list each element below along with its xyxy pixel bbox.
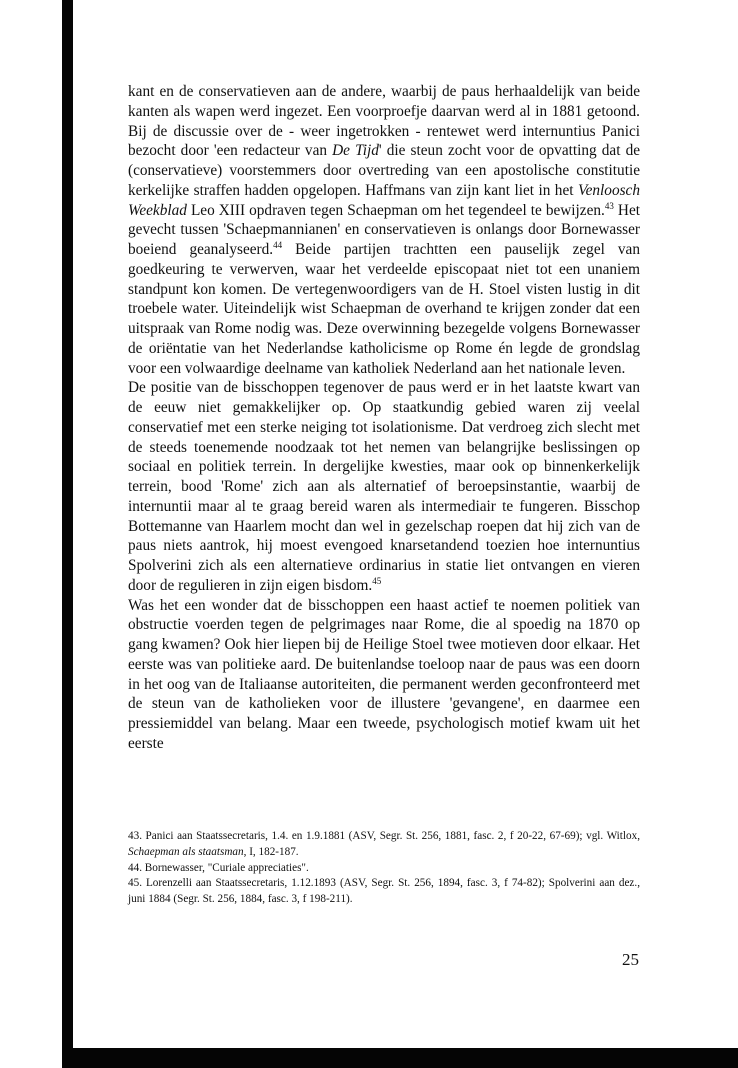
footnote-text: , I, 182-187. <box>243 845 299 858</box>
paragraph-text: Leo XIII opdraven tegen Schaepman om het tegendeel te bewijzen. <box>186 201 605 219</box>
book-title: Schaepman als staatsman <box>128 845 244 858</box>
footnote-44: 44. Bornewasser, "Curiale appreciaties". <box>128 861 309 874</box>
scan-bottom-border <box>62 1048 738 1068</box>
footnotes <box>128 829 640 908</box>
body-text <box>128 82 640 754</box>
paragraph-text: Beide partijen trachtten een pauselijk zegel van goedkeuring te verwerven, waar het verdeelde episcopaat niet tot een unaniem standpunt kon komen. De vertegenwoordigers van de H. Stoel visten lustig in dit troebele water. Uiteindelijk wist Schaepman de overhand te krijgen zonder dat een uitspraak van Rome nodig was. Deze overwinning bezegelde volgens Bornewasser de oriëntatie van het Nederlandse katholicisme op Rome én legde de grondslag voor een volwaardige deelname van katholiek Nederland aan het nationale leven. <box>128 241 640 377</box>
paragraph-2 <box>128 378 640 595</box>
footnote-ref-44: 44 <box>273 239 283 250</box>
footnote-43 <box>128 829 640 861</box>
paragraph-text: De positie van de bisschoppen tegenover de paus werd er in het laatste kwart van de eeuw niet gemakkelijker op. Op staatkundig gebied waren zij veelal conservatief met een sterke neiging tot isolationisme. Dat verdroeg zich slecht met de steeds toenemende noodzaak tot het nemen van belangrijke beslissingen op sociaal en politiek terrein. In dergelijke kwesties, maar ook op binnenkerkelijk terrein, bood 'Rome' zich aan als alternatief of beroepsinstantie, waarbij de internuntii maar al te graag bereid waren als intermediair te fungeren. Bisschop Bottemanne van Haarlem mocht dan wel in gezelschap roepen dat hij zich van de paus niets aantrok, hij moest evengoed knarsetandend toezien hoe internuntius Spolverini zich als een alternatieve ordinarius in statie liet ontvangen en vieren door de regulieren in zijn eigen bisdom. <box>128 379 640 594</box>
paragraph-text: kant en de conservatieven aan de andere, waarbij de paus herhaaldelijk van beide kanten als wapen werd ingezet. Een voorproefje daarvan werd al in 1881 getoond. Bij de discussie over de - weer ingetrokken - rentewet werd internuntius Panici bezocht door 'een redacteur van <box>128 83 640 160</box>
paragraph-3: Was het een wonder dat de bisschoppen een haast actief te noemen politiek van obstructie voerden tegen de pelgrimages naar Rome, die al spoedig na 1870 op gang kwamen? Ook hier liepen bij de Heilige Stoel twee motieven door elkaar. Het eerste was van politieke aard. De buitenlandse toeloop naar de paus was een doorn in het oog van de Italiaanse autoriteiten, die permanent werden geconfronteerd met de steun van de katholieken voor de illustere 'gevangene', en daarmee een pressiemiddel van belang. Maar een tweede, psychologisch motief kwam uit het eerste <box>128 596 640 752</box>
newspaper-title: De Tijd <box>332 142 379 160</box>
paragraph-text: ' die steun zocht voor de opvatting dat de (conservatieve) voorstemmers door overtreding van een apostolische constitutie kerkelijke straffen hadden opgelopen. Haffmans van zijn kant liet in het <box>128 142 641 199</box>
scan-left-border <box>62 0 73 1068</box>
paragraph-1 <box>128 82 640 378</box>
footnote-text: 43. Panici aan Staatssecretaris, 1.4. en 1.9.1881 (ASV, Segr. St. 256, 1881, fasc. 2, f 20-22, 67-69); vgl. Witlox, <box>128 830 640 842</box>
footnote-ref-43: 43 <box>604 200 614 211</box>
page-number: 25 <box>622 950 639 969</box>
footnote-ref-45: 45 <box>372 575 382 586</box>
paragraph-text: Het gevecht tussen 'Schaepmannianen' en conservatieven is onlangs door Bornewasser boeiend geanalyseerd. <box>128 201 640 258</box>
newspaper-title: Venloosch Weekblad <box>128 181 640 219</box>
footnote-45: 45. Lorenzelli aan Staatssecretaris, 1.12.1893 (ASV, Segr. St. 256, 1894, fasc. 3, f 74-82); Spolverini aan dez., juni 1884 (Segr. St. 256, 1884, fasc. 3, f 198-211). <box>128 877 640 906</box>
